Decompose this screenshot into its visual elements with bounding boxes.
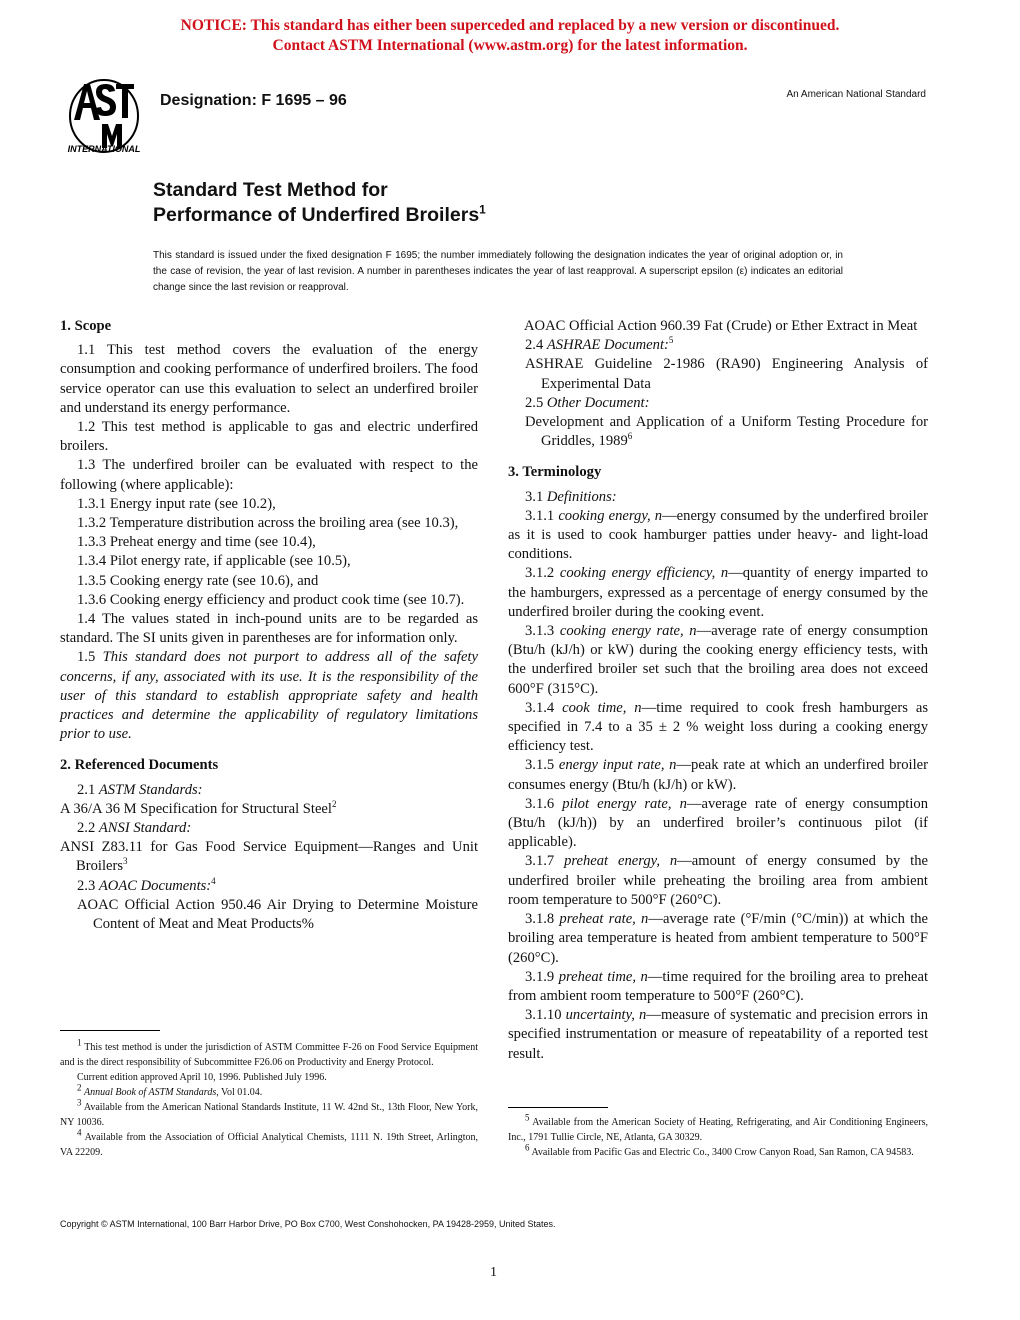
ref-astm-a36: A 36/A 36 M Specification for Structural Steel$^2$ — [60, 799, 337, 817]
designation: Designation: F 1695 – 96 — [160, 92, 347, 109]
definition-item: 3.1.6 pilot energy rate, n—average rate of energy consumption (Btu/h (kJ/h)) by an underfired broiler’s continuous pilot (if applicable). — [508, 795, 928, 851]
notice-line-1: NOTICE: This standard has either been superceded and replaced by a new version or discontinued. — [180, 17, 840, 34]
definition-item: 3.1.1 cooking energy, n—energy consumed by the underfired broiler as it is used to cook hamburger patties under heavy- and light-load conditions. — [508, 507, 928, 563]
right-column — [508, 317, 928, 1064]
para-1-2: 1.2 This test method is applicable to gas and electric underfired broilers. — [60, 419, 478, 455]
ref-ashrae: ASHRAE Guideline 2-1986 (RA90) Engineering Analysis of Experimental Data — [525, 356, 928, 392]
definition-item: 3.1.7 preheat energy, n—amount of energy consumed by the underfired broiler while preheating the broiling area from ambient room temperature to 500°F (260°C). — [508, 853, 929, 908]
notice-line-2: Contact ASTM International (www.astm.org) for the latest information. — [272, 37, 748, 54]
para-1-4: 1.4 The values stated in inch-pound units are to be regarded as standard. The SI units given in parentheses are for information only. — [60, 611, 478, 647]
footnote-rule-right — [508, 1107, 608, 1108]
ref-aoac-960: AOAC Official Action 960.39 Fat (Crude) or Ether Extract in Meat — [524, 318, 918, 334]
para-1-3-6: 1.3.6 Cooking energy efficiency and product cook time (see 10.7). — [77, 591, 465, 608]
para-1-3-2: 1.3.2 Temperature distribution across the broiling area (see 10.3), — [77, 515, 459, 532]
para-1-3-3: 1.3.3 Preheat energy and time (see 10.4), — [77, 534, 316, 551]
para-2-5: 2.5 Other Document: — [525, 394, 650, 411]
footnote-2: $^2$ Annual Book of ASTM Standards, Vol 01.04. — [77, 1082, 263, 1098]
section-scope-heading: 1. Scope — [60, 318, 112, 334]
ref-aoac-950: AOAC Official Action 950.46 Air Drying to Determine Moisture Content of Meat and Meat Products% — [77, 896, 478, 933]
footnote-1: $^1$ This test method is under the jurisdiction of ASTM Committee F-26 on Food Service Equipment and is the direct responsibility of Subcommittee F26.06 on Productivity and Energy Protocol. — [60, 1037, 478, 1068]
page-number: 1 — [490, 1265, 497, 1280]
title-line-1: Standard Test Method for — [153, 179, 388, 201]
footnote-4: $^4$ Available from the Association of Official Analytical Chemists, 1111 N. 19th Street, Arlington, VA 22209. — [60, 1127, 478, 1158]
para-3-1: 3.1 Definitions: — [525, 488, 617, 505]
definition-item: 3.1.3 cooking energy rate, n—average rate of energy consumption (Btu/h (kJ/h) or kW) during the cooking energy efficiency tests, with the underfired broiler set such that the broiling area does not exceed 600°F (315°C). — [508, 623, 929, 697]
page-title — [153, 178, 486, 228]
para-1-3: 1.3 The underfired broiler can be evaluated with respect to the following (where applicable): — [60, 457, 478, 493]
left-column — [60, 317, 478, 934]
ref-ansi-z83: ANSI Z83.11 for Gas Food Service Equipment—Ranges and Unit Broilers$^3$ — [60, 839, 478, 875]
footnote-5: $^5$ Available from the American Society of Heating, Refrigerating, and Air Conditioning Engineers, Inc., 1791 Tullie Circle, NE, Atlanta, GA 30329. — [508, 1112, 928, 1143]
definitions-list — [508, 507, 928, 1064]
definition-item: 3.1.5 energy input rate, n—peak rate at which an underfired broiler consumes energy (Btu/h (kJ/h) or kW). — [508, 757, 929, 793]
para-1-1: 1.1 This test method covers the evaluation of the energy consumption and cooking performance of underfired broilers. The food service operator can use this evaluation to select an underfired broiler and understand its energy performance. — [60, 342, 478, 416]
para-1-5: 1.5 This standard does not purport to address all of the safety concerns, if any, associated with its use. It is the responsibility of the user of this standard to establish appropriate safety and health practices and determine the applicability of regulatory limitations prior to use. — [60, 649, 478, 743]
issued-note: This standard is issued under the fixed designation F 1695; the number immediately following the designation indicates the year of original adoption or, in the case of revision, the year of last revision. A number in parentheses indicates the year of last reapproval. A superscript epsilon (ε) indicates an editorial change since the last revision or reapproval. — [153, 250, 843, 293]
para-2-2: 2.2 ANSI Standard: — [77, 820, 192, 837]
definition-item: 3.1.2 cooking energy efficiency, n—quantity of energy imparted to the hamburgers, expressed as a percentage of energy consumed by the underfired broiler during the cooking event. — [508, 565, 928, 620]
definition-item: 3.1.10 uncertainty, n—measure of systematic and precision errors in specified instrumentation or measure of repeatability of a reported test result. — [508, 1007, 928, 1062]
svg-text:INTERNATIONAL: INTERNATIONAL — [67, 144, 141, 154]
definition-item: 3.1.9 preheat time, n—time required for the broiling area to preheat from ambient room temperature to 500°F (260°C). — [508, 968, 928, 1004]
definition-item: 3.1.4 cook time, n—time required to cook fresh hamburgers as specified in 7.4 to a 35 ± 2 % weight loss during a cooking energy efficiency test. — [508, 699, 928, 755]
ref-griddles: Development and Application of a Uniform Testing Procedure for Griddles, 1989$^6$ — [525, 414, 928, 450]
title-footnote-ref: 1 — [479, 202, 486, 217]
para-1-3-1: 1.3.1 Energy input rate (see 10.2), — [77, 495, 276, 512]
footnotes-left — [60, 1037, 478, 1160]
footnotes-right — [508, 1112, 928, 1160]
para-1-3-4: 1.3.4 Pilot energy rate, if applicable (see 10.5), — [77, 553, 351, 570]
para-2-3: 2.3 AOAC Documents:$^4$ — [77, 875, 216, 894]
para-1-3-5: 1.3.5 Cooking energy rate (see 10.6), and — [77, 572, 319, 589]
para-2-4: 2.4 ASHRAE Document:$^5$ — [525, 335, 674, 354]
section-refdocs-heading: 2. Referenced Documents — [60, 757, 219, 774]
definition-item: 3.1.8 preheat rate, n—average rate (°F/min (°C/min)) at which the broiling area temperature is heated from ambient temperature to 500°F (260°C). — [508, 911, 928, 966]
title-line-2: Performance of Underfired Broilers — [153, 204, 480, 226]
footnote-rule-left — [60, 1030, 160, 1031]
copyright: Copyright © ASTM International, 100 Barr Harbor Drive, PO Box C700, West Conshohocken, PA 19428-2959, United States. — [60, 1219, 556, 1229]
footnote-6: $^6$ Available from Pacific Gas and Electric Co., 3400 Crow Canyon Road, San Ramon, CA 94583. — [525, 1142, 914, 1158]
para-2-1: 2.1 ASTM Standards: — [77, 781, 203, 798]
footnote-3: $^3$ Available from the American National Standards Institute, 11 W. 42nd St., 13th Floor, New York, NY 10036. — [60, 1097, 478, 1128]
american-national-standard: An American National Standard — [786, 89, 926, 100]
section-terminology-heading: 3. Terminology — [508, 464, 602, 481]
astm-logo — [62, 76, 146, 154]
footnote-1b: Current edition approved April 10, 1996. Published July 1996. — [77, 1072, 327, 1083]
